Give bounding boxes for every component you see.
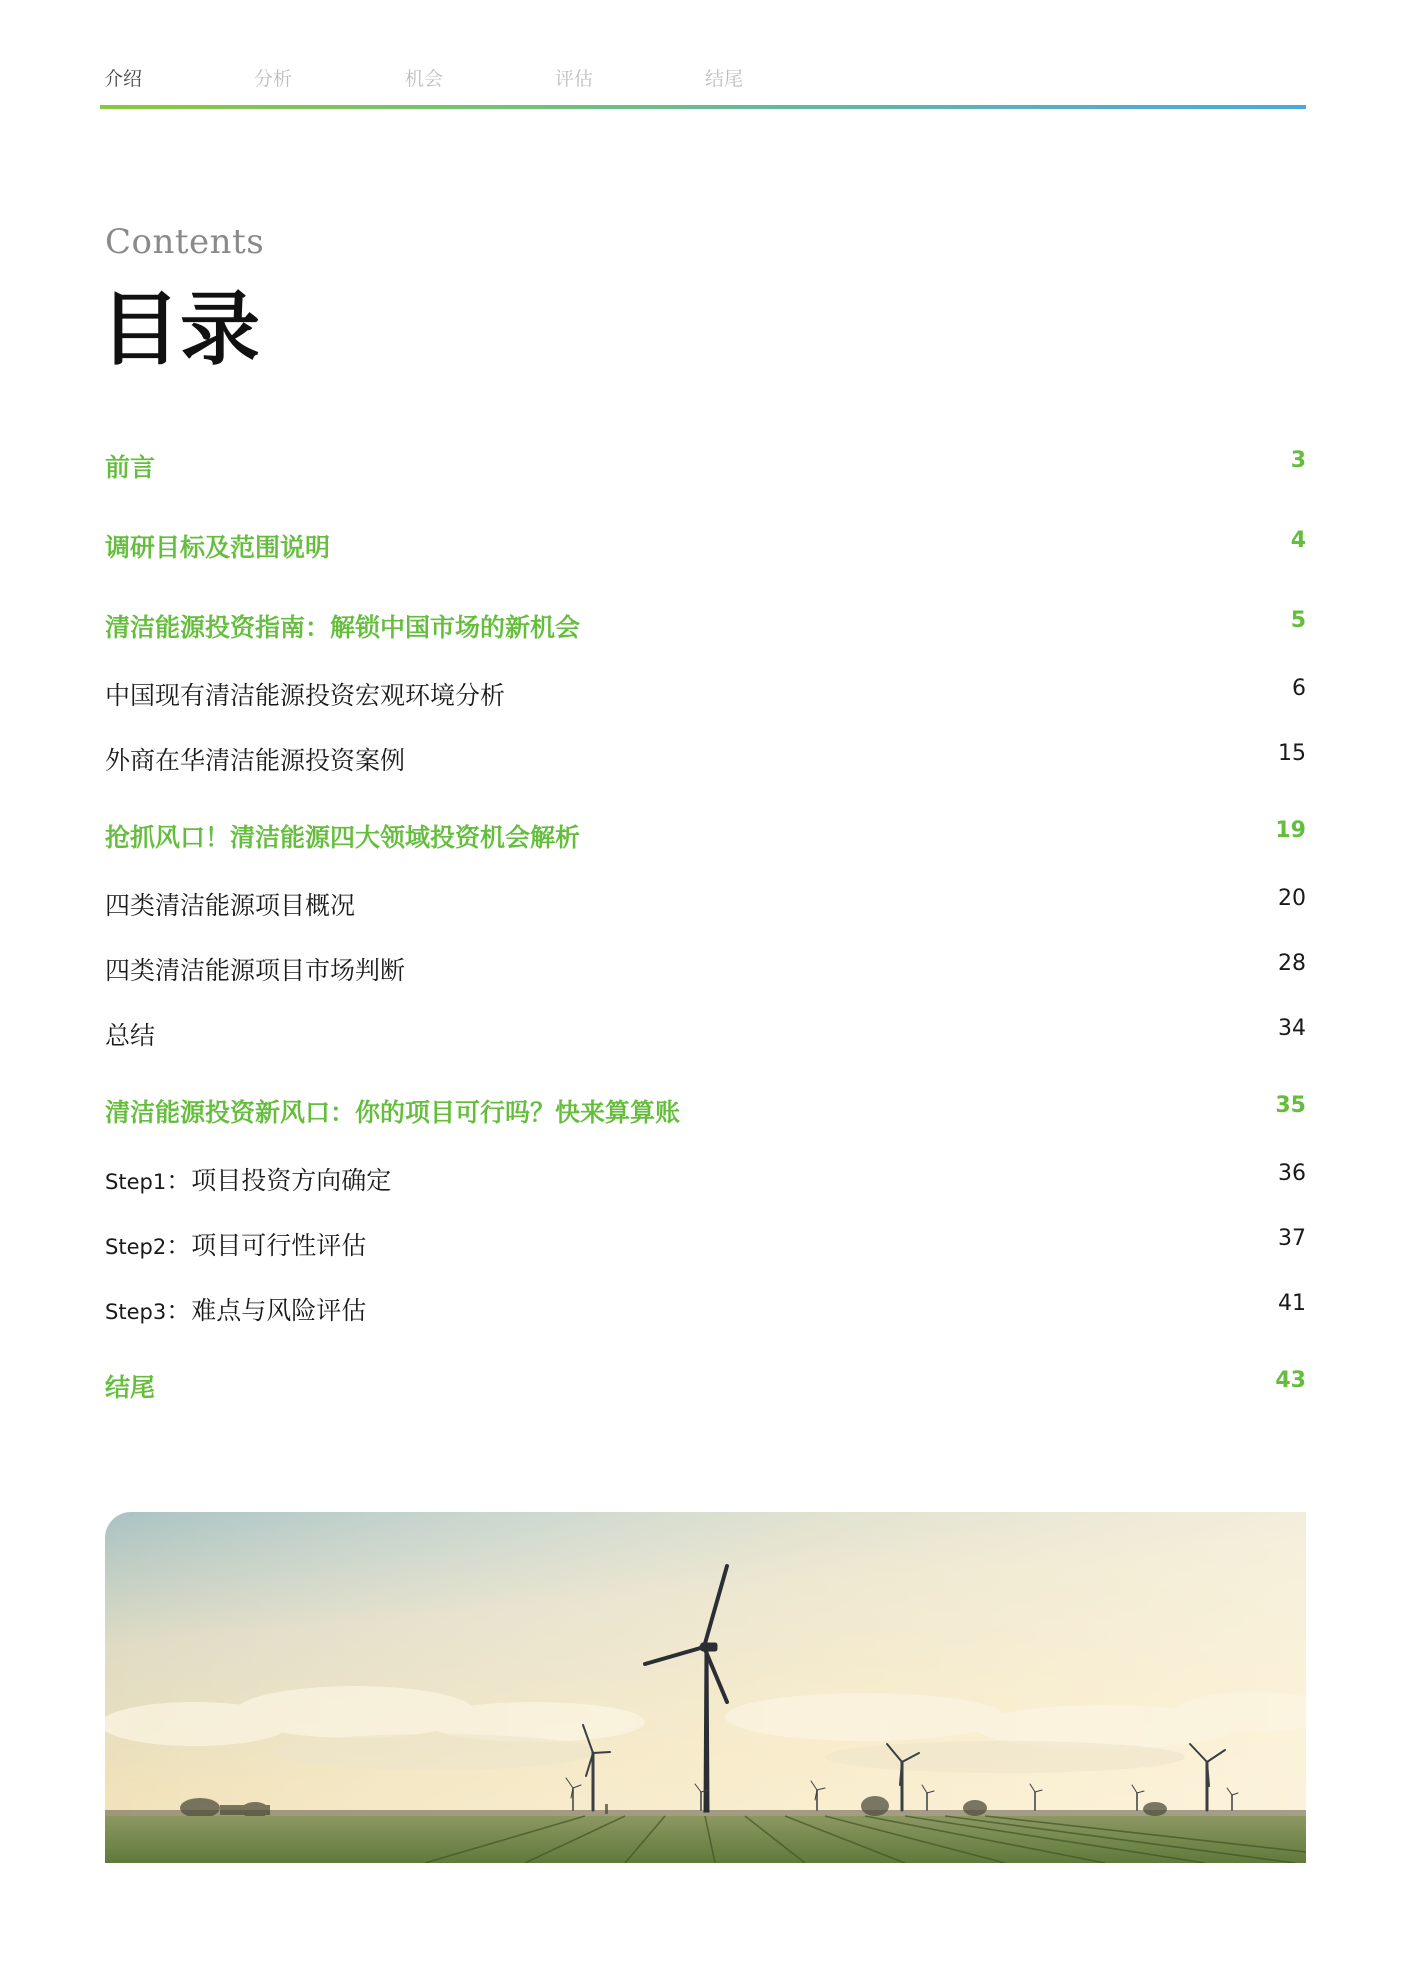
- toc-step: Step1: [105, 1170, 167, 1194]
- toc-page-number: 35: [1275, 1093, 1306, 1118]
- toc-entry[interactable]: [105, 1016, 1306, 1050]
- toc-entry[interactable]: [105, 1226, 1306, 1260]
- toc-page-number: 5: [1290, 608, 1306, 633]
- toc-step: Step2: [105, 1235, 167, 1259]
- page-title: 目录: [100, 282, 260, 376]
- toc-label: 抢抓风口！清洁能源四大领域投资机会解析: [105, 823, 581, 852]
- toc-page-number: 3: [1290, 448, 1306, 473]
- toc-label: 调研目标及范围说明: [105, 533, 331, 562]
- toc-label: [105, 1161, 391, 1197]
- toc-step: Step3: [105, 1300, 167, 1324]
- toc-step-title: ：项目投资方向确定: [166, 1166, 392, 1195]
- section-nav: [104, 64, 1304, 94]
- toc-page-number: 43: [1275, 1368, 1306, 1393]
- toc-step-title: ：项目可行性评估: [166, 1231, 367, 1260]
- toc-entry[interactable]: [105, 818, 1306, 852]
- toc-entry[interactable]: [105, 608, 1306, 642]
- nav-item-ending[interactable]: 结尾: [705, 68, 744, 90]
- title-en: Contents: [105, 222, 265, 262]
- toc-label: 外商在华清洁能源投资案例: [105, 746, 406, 775]
- toc-page-number: 28: [1278, 951, 1306, 976]
- toc-label: 中国现有清洁能源投资宏观环境分析: [105, 681, 506, 710]
- toc-entry[interactable]: [105, 1291, 1306, 1325]
- toc-label: 清洁能源投资新风口：你的项目可行吗？快来算算账: [105, 1098, 681, 1127]
- toc-entry[interactable]: [105, 676, 1306, 710]
- toc-page-number: 41: [1278, 1291, 1306, 1316]
- toc-label: 结尾: [105, 1373, 156, 1402]
- toc-entry[interactable]: [105, 886, 1306, 920]
- toc-page-number: 36: [1278, 1161, 1306, 1186]
- toc-step-title: ：难点与风险评估: [166, 1296, 367, 1325]
- nav-item-evaluation[interactable]: 评估: [555, 68, 594, 90]
- toc-page-number: 4: [1290, 528, 1306, 553]
- toc-page-number: 20: [1278, 886, 1306, 911]
- nav-item-opportunity[interactable]: 机会: [405, 68, 444, 90]
- nav-item-intro[interactable]: 介绍: [104, 68, 143, 90]
- toc-page-number: 15: [1278, 741, 1306, 766]
- toc-entry[interactable]: [105, 1093, 1306, 1127]
- toc-label: 四类清洁能源项目概况: [105, 891, 356, 920]
- toc-page-number: 37: [1278, 1226, 1306, 1251]
- toc-label: 清洁能源投资指南：解锁中国市场的新机会: [105, 613, 581, 642]
- toc-page-number: 6: [1292, 676, 1306, 701]
- toc-entry[interactable]: [105, 741, 1306, 775]
- toc-label: [105, 1291, 366, 1327]
- wind-farm-photo: [105, 1512, 1306, 1863]
- nav-item-analysis[interactable]: 分析: [254, 68, 293, 90]
- toc-entry[interactable]: [105, 1368, 1306, 1402]
- toc-label: 前言: [105, 453, 156, 482]
- toc-entry[interactable]: [105, 528, 1306, 562]
- toc-entry[interactable]: [105, 448, 1306, 482]
- toc-label: 四类清洁能源项目市场判断: [105, 956, 406, 985]
- toc-label: [105, 1226, 366, 1262]
- toc-entry[interactable]: [105, 951, 1306, 985]
- toc-label: 总结: [105, 1021, 156, 1050]
- toc-entry[interactable]: [105, 1161, 1306, 1195]
- toc-page-number: 19: [1275, 818, 1306, 843]
- nav-divider: [100, 105, 1306, 109]
- toc-page-number: 34: [1278, 1016, 1306, 1041]
